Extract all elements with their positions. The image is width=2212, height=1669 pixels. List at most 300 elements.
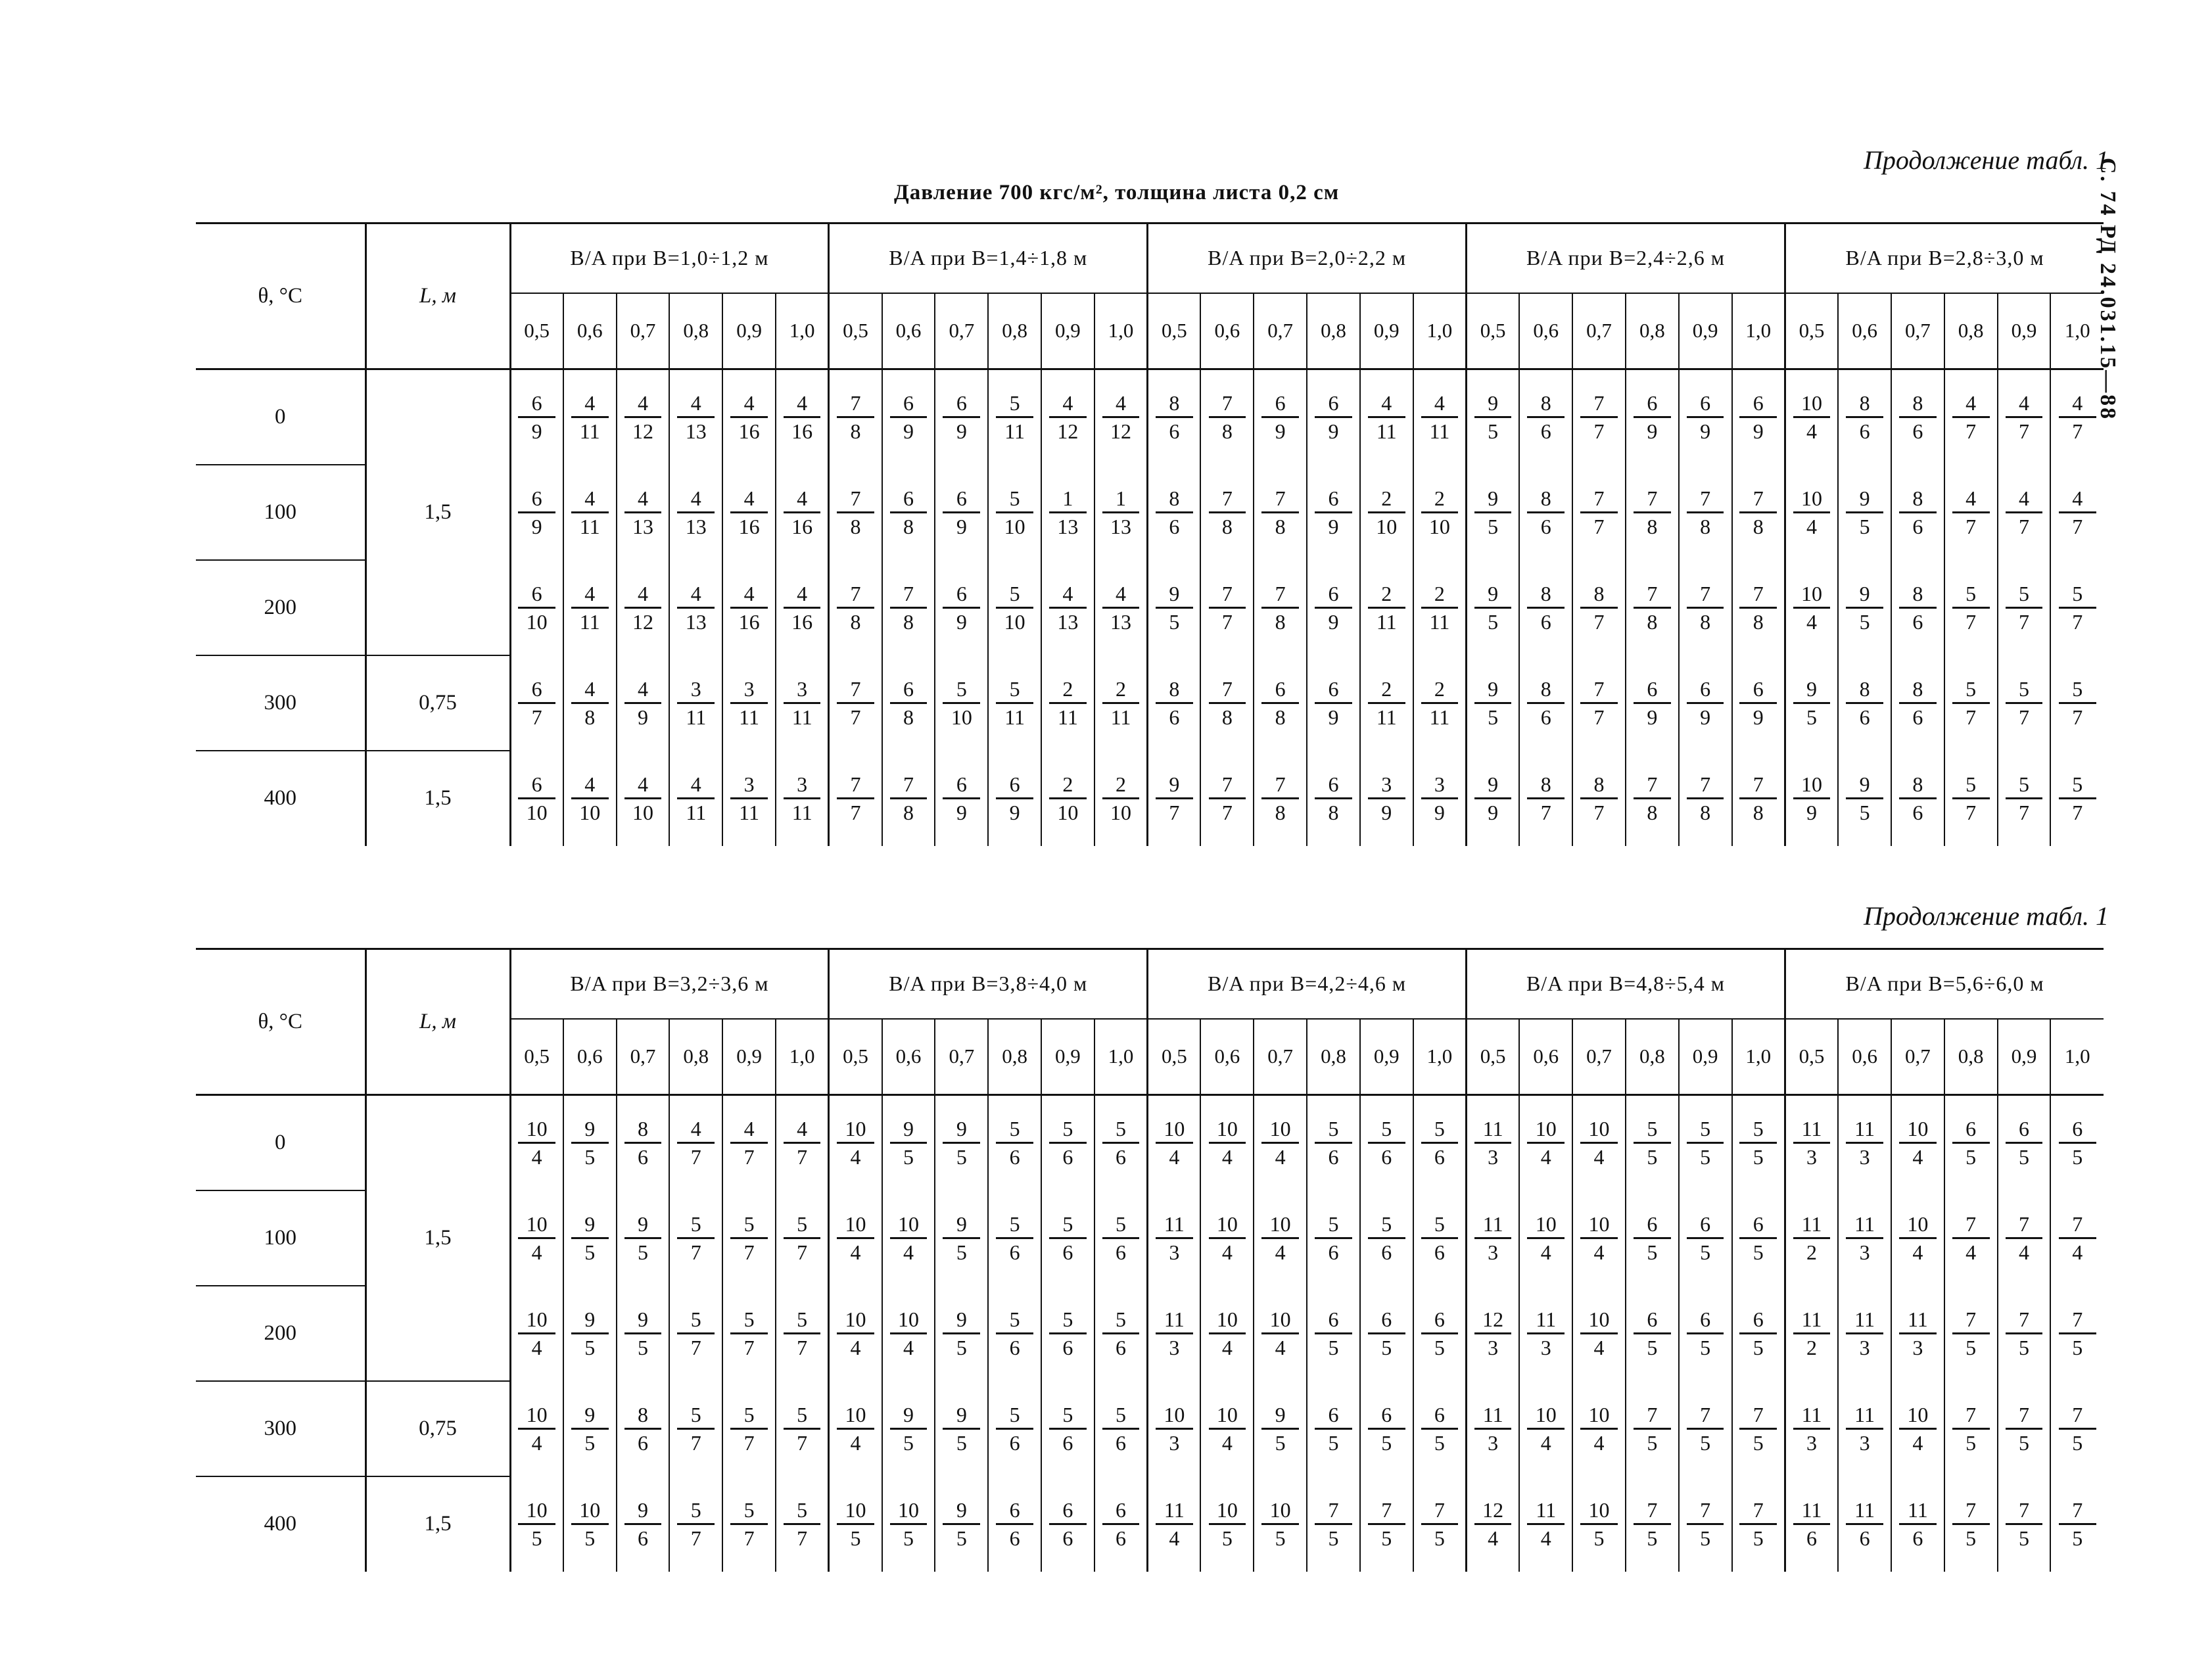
ratio-cell: $\frac{11}{6}$ [1891, 1476, 1944, 1572]
fraction-header: 0,8 [1944, 293, 1998, 369]
ratio-cell: $\frac{11}{3}$ [1785, 1381, 1838, 1476]
theta-cell: 400 [264, 1512, 296, 1536]
page-side-header: С. 74 РД 24.031.15—88 [2096, 158, 2120, 421]
group-header: B/A при B=1,4÷1,8 м [829, 223, 1148, 293]
fraction-header: 0,9 [1041, 1019, 1094, 1095]
ratio-cell: $\frac{4}{12}$ [1041, 369, 1094, 465]
ratio-cell: $\frac{5}{7}$ [1944, 560, 1998, 655]
ratio-cell: $\frac{5}{7}$ [669, 1476, 722, 1572]
ratio-cell: $\frac{5}{7}$ [669, 1286, 722, 1381]
ratio-cell: $\frac{5}{6}$ [1094, 1095, 1148, 1190]
group-header: B/A при B=1,0÷1,2 м [510, 223, 829, 293]
ratio-cell: $\frac{6}{9}$ [1307, 655, 1360, 751]
ratio-cell: $\frac{7}{5}$ [1626, 1476, 1679, 1572]
ratio-cell: $\frac{6}{8}$ [882, 655, 935, 751]
group-header: B/A при B=2,8÷3,0 м [1785, 223, 2104, 293]
fraction-header: 0,9 [1360, 293, 1413, 369]
ratio-cell: $\frac{5}{10}$ [988, 560, 1041, 655]
ratio-cell: $\frac{9}{5}$ [1254, 1381, 1307, 1476]
fraction-header: 0,5 [1785, 293, 1838, 369]
ratio-cell: $\frac{4}{9}$ [617, 655, 670, 751]
ratio-cell: $\frac{6}{9}$ [1254, 369, 1307, 465]
ratio-cell: $\frac{6}{9}$ [1626, 369, 1679, 465]
ratio-cell: $\frac{2}{10}$ [1360, 465, 1413, 560]
ratio-cell: $\frac{2}{10}$ [1094, 751, 1148, 846]
ratio-cell: $\frac{3}{9}$ [1360, 751, 1413, 846]
ratio-cell: $\frac{5}{11}$ [988, 369, 1041, 465]
fraction-header: 1,0 [1732, 293, 1785, 369]
ratio-cell: $\frac{8}{7}$ [1572, 560, 1626, 655]
ratio-cell: $\frac{7}{5}$ [1626, 1381, 1679, 1476]
ratio-cell: $\frac{11}{3}$ [1785, 1095, 1838, 1190]
ratio-cell: $\frac{10}{3}$ [1148, 1381, 1201, 1476]
ratio-cell: $\frac{8}{6}$ [1891, 369, 1944, 465]
ratio-cell: $\frac{9}{5}$ [1148, 560, 1201, 655]
ratio-cell: $\frac{8}{6}$ [1519, 655, 1572, 751]
group-header: B/A при B=4,2÷4,6 м [1148, 949, 1467, 1019]
ratio-cell: $\frac{5}{7}$ [2050, 560, 2104, 655]
table-row [196, 751, 2104, 846]
ratio-cell: $\frac{10}{4}$ [1785, 465, 1838, 560]
ratio-cell: $\frac{9}{5}$ [1467, 655, 1520, 751]
ratio-cell: $\frac{7}{7}$ [1200, 751, 1254, 846]
fraction-header: 1,0 [2050, 293, 2104, 369]
ratio-cell: $\frac{4}{13}$ [669, 369, 722, 465]
fraction-header: 1,0 [1413, 293, 1467, 369]
ratio-cell: $\frac{7}{5}$ [1998, 1286, 2051, 1381]
ratio-cell: $\frac{6}{8}$ [1254, 655, 1307, 751]
ratio-cell: $\frac{6}{9}$ [1307, 465, 1360, 560]
ratio-cell: $\frac{7}{5}$ [2050, 1286, 2104, 1381]
ratio-cell: $\frac{5}{6}$ [1094, 1190, 1148, 1286]
ratio-cell: $\frac{7}{8}$ [1732, 560, 1785, 655]
ratio-cell: $\frac{9}{5}$ [617, 1190, 670, 1286]
fraction-header: 0,6 [1519, 1019, 1572, 1095]
fraction-header: 0,9 [1041, 293, 1094, 369]
fraction-header: 1,0 [1413, 1019, 1467, 1095]
ratio-cell: $\frac{7}{8}$ [1732, 751, 1785, 846]
fraction-header: 0,9 [1360, 1019, 1413, 1095]
ratio-cell: $\frac{4}{11}$ [1360, 369, 1413, 465]
fraction-header: 0,8 [1626, 1019, 1679, 1095]
fraction-header: 0,7 [1254, 1019, 1307, 1095]
ratio-cell: $\frac{5}{7}$ [722, 1381, 776, 1476]
ratio-cell: $\frac{10}{4}$ [1891, 1190, 1944, 1286]
ratio-cell: $\frac{7}{7}$ [829, 655, 882, 751]
ratio-cell: $\frac{7}{8}$ [1200, 655, 1254, 751]
ratio-cell: $\frac{6}{9}$ [1679, 369, 1732, 465]
ratio-cell: $\frac{10}{4}$ [1519, 1095, 1572, 1190]
ratio-cell: $\frac{6}{9}$ [1732, 655, 1785, 751]
table-row [196, 655, 2104, 751]
ratio-cell: $\frac{10}{4}$ [882, 1190, 935, 1286]
theta-cell: 300 [196, 1381, 365, 1476]
ratio-cell: $\frac{6}{5}$ [1413, 1381, 1467, 1476]
ratio-cell: $\frac{11}{3}$ [1519, 1286, 1572, 1381]
ratio-cell: $\frac{10}{4}$ [1200, 1190, 1254, 1286]
data-table [196, 948, 2104, 1572]
ratio-cell: $\frac{1}{13}$ [1041, 465, 1094, 560]
group-header: B/A при B=2,0÷2,2 м [1148, 223, 1467, 293]
ratio-cell: $\frac{7}{8}$ [1679, 560, 1732, 655]
ratio-cell: $\frac{4}{11}$ [563, 369, 617, 465]
fraction-header: 0,7 [935, 1019, 988, 1095]
ratio-cell: $\frac{6}{5}$ [1998, 1095, 2051, 1190]
ratio-cell: $\frac{8}{6}$ [1519, 369, 1572, 465]
ratio-cell: $\frac{11}{3}$ [1467, 1095, 1520, 1190]
ratio-cell: $\frac{6}{9}$ [935, 369, 988, 465]
ratio-cell: $\frac{7}{5}$ [2050, 1381, 2104, 1476]
ratio-cell: $\frac{7}{8}$ [829, 369, 882, 465]
ratio-cell: $\frac{7}{8}$ [1200, 465, 1254, 560]
ratio-cell: $\frac{10}{4}$ [1254, 1190, 1307, 1286]
group-header: B/A при B=5,6÷6,0 м [1785, 949, 2104, 1019]
ratio-cell: $\frac{5}{7}$ [722, 1476, 776, 1572]
ratio-cell: $\frac{5}{6}$ [1307, 1095, 1360, 1190]
ratio-cell: $\frac{4}{11}$ [563, 560, 617, 655]
fraction-header: 1,0 [776, 293, 829, 369]
ratio-cell: $\frac{7}{4}$ [1998, 1190, 2051, 1286]
ratio-cell: $\frac{7}{5}$ [1998, 1381, 2051, 1476]
ratio-cell: $\frac{5}{6}$ [1360, 1190, 1413, 1286]
ratio-cell: $\frac{10}{4}$ [1200, 1095, 1254, 1190]
ratio-cell: $\frac{10}{4}$ [829, 1381, 882, 1476]
ratio-cell: $\frac{10}{5}$ [829, 1476, 882, 1572]
table-row [196, 369, 2104, 465]
length-cell: 0,75 [365, 655, 510, 751]
ratio-cell: $\frac{4}{16}$ [722, 560, 776, 655]
ratio-cell: $\frac{5}{7}$ [776, 1286, 829, 1381]
ratio-cell: $\frac{5}{7}$ [1944, 751, 1998, 846]
fraction-header: 0,7 [1572, 1019, 1626, 1095]
ratio-cell: $\frac{7}{8}$ [1732, 465, 1785, 560]
ratio-cell: $\frac{10}{4}$ [1519, 1381, 1572, 1476]
ratio-cell: $\frac{10}{5}$ [510, 1476, 563, 1572]
fraction-header: 0,9 [1998, 293, 2051, 369]
ratio-cell: $\frac{11}{2}$ [1785, 1286, 1838, 1381]
ratio-cell: $\frac{10}{4}$ [510, 1381, 563, 1476]
ratio-cell: $\frac{3}{9}$ [1413, 751, 1467, 846]
group-header: B/A при B=3,2÷3,6 м [510, 949, 829, 1019]
ratio-cell: $\frac{4}{10}$ [563, 751, 617, 846]
ratio-cell: $\frac{6}{10}$ [510, 560, 563, 655]
ratio-cell: $\frac{7}{8}$ [1626, 751, 1679, 846]
fraction-header: 0,9 [1679, 1019, 1732, 1095]
group-header: B/A при B=4,8÷5,4 м [1467, 949, 1785, 1019]
ratio-cell: $\frac{5}{6}$ [1041, 1190, 1094, 1286]
ratio-cell: $\frac{7}{8}$ [1200, 369, 1254, 465]
theta-cell: 100 [196, 1190, 365, 1286]
ratio-cell: $\frac{9}{5}$ [1838, 751, 1891, 846]
fraction-header: 0,6 [1519, 293, 1572, 369]
ratio-cell: $\frac{9}{6}$ [617, 1476, 670, 1572]
ratio-cell: $\frac{10}{4}$ [1572, 1190, 1626, 1286]
ratio-cell: $\frac{8}{6}$ [1891, 655, 1944, 751]
fraction-header: 0,5 [829, 293, 882, 369]
ratio-cell: $\frac{3}{11}$ [776, 751, 829, 846]
ratio-cell: $\frac{6}{6}$ [1041, 1476, 1094, 1572]
fraction-header: 0,7 [1891, 1019, 1944, 1095]
ratio-cell: $\frac{8}{7}$ [1572, 751, 1626, 846]
ratio-cell: $\frac{11}{3}$ [1838, 1286, 1891, 1381]
header-length: L, м [365, 949, 510, 1095]
ratio-cell: $\frac{10}{4}$ [1200, 1381, 1254, 1476]
ratio-cell: $\frac{8}{6}$ [1148, 369, 1201, 465]
ratio-cell: $\frac{3}{11}$ [776, 655, 829, 751]
ratio-cell: $\frac{7}{8}$ [1626, 560, 1679, 655]
fraction-header: 0,6 [882, 1019, 935, 1095]
ratio-cell: $\frac{8}{6}$ [1148, 465, 1201, 560]
ratio-cell: $\frac{5}{7}$ [2050, 751, 2104, 846]
ratio-cell: $\frac{10}{4}$ [829, 1286, 882, 1381]
ratio-cell: $\frac{6}{5}$ [1679, 1286, 1732, 1381]
ratio-cell: $\frac{4}{11}$ [563, 465, 617, 560]
ratio-cell: $\frac{7}{8}$ [1679, 465, 1732, 560]
ratio-cell: $\frac{10}{4}$ [1572, 1381, 1626, 1476]
table-row [196, 1095, 2104, 1190]
ratio-cell: $\frac{4}{16}$ [776, 465, 829, 560]
ratio-cell: $\frac{7}{8}$ [1626, 465, 1679, 560]
ratio-cell: $\frac{7}{5}$ [1944, 1381, 1998, 1476]
ratio-cell: $\frac{7}{5}$ [1732, 1381, 1785, 1476]
ratio-cell: $\frac{8}{6}$ [1519, 560, 1572, 655]
ratio-cell: $\frac{11}{6}$ [1785, 1476, 1838, 1572]
ratio-cell: $\frac{10}{4}$ [1572, 1095, 1626, 1190]
length-cell: 1,5 [365, 1476, 510, 1572]
ratio-cell: $\frac{10}{4}$ [1254, 1095, 1307, 1190]
ratio-cell: $\frac{7}{8}$ [1254, 560, 1307, 655]
ratio-cell: $\frac{10}{4}$ [829, 1190, 882, 1286]
ratio-cell: $\frac{5}{7}$ [669, 1381, 722, 1476]
ratio-cell: $\frac{7}{5}$ [1679, 1476, 1732, 1572]
fraction-header: 1,0 [2050, 1019, 2104, 1095]
ratio-cell: $\frac{5}{5}$ [1732, 1095, 1785, 1190]
ratio-cell: $\frac{9}{5}$ [563, 1381, 617, 1476]
length-cell: 1,5 [365, 1095, 510, 1381]
ratio-cell: $\frac{12}{3}$ [1467, 1286, 1520, 1381]
ratio-cell: $\frac{5}{6}$ [1413, 1190, 1467, 1286]
fraction-header: 0,5 [1148, 293, 1201, 369]
ratio-cell: $\frac{4}{7}$ [2050, 465, 2104, 560]
ratio-cell: $\frac{5}{10}$ [935, 655, 988, 751]
ratio-cell: $\frac{4}{13}$ [669, 560, 722, 655]
fraction-header: 0,7 [1254, 293, 1307, 369]
ratio-cell: $\frac{7}{8}$ [829, 560, 882, 655]
ratio-cell: $\frac{5}{6}$ [1307, 1190, 1360, 1286]
ratio-cell: $\frac{10}{5}$ [563, 1476, 617, 1572]
ratio-cell: $\frac{4}{16}$ [722, 369, 776, 465]
ratio-cell: $\frac{6}{8}$ [882, 465, 935, 560]
fraction-header: 0,7 [617, 1019, 670, 1095]
ratio-cell: $\frac{4}{7}$ [1998, 465, 2051, 560]
ratio-cell: $\frac{5}{7}$ [1998, 751, 2051, 846]
ratio-cell: $\frac{7}{7}$ [1572, 465, 1626, 560]
ratio-cell: $\frac{7}{5}$ [1944, 1476, 1998, 1572]
ratio-cell: $\frac{10}{4}$ [1785, 369, 1838, 465]
ratio-cell: $\frac{8}{6}$ [1891, 751, 1944, 846]
fraction-header: 0,8 [988, 293, 1041, 369]
ratio-cell: $\frac{5}{6}$ [988, 1190, 1041, 1286]
fraction-header: 0,7 [617, 293, 670, 369]
ratio-cell: $\frac{5}{6}$ [1041, 1381, 1094, 1476]
ratio-cell: $\frac{9}{5}$ [935, 1095, 988, 1190]
fraction-header: 0,7 [1572, 293, 1626, 369]
ratio-cell: $\frac{4}{13}$ [617, 465, 670, 560]
ratio-cell: $\frac{6}{9}$ [1679, 655, 1732, 751]
fraction-header: 1,0 [1732, 1019, 1785, 1095]
length-cell: 1,5 [365, 751, 510, 846]
ratio-cell: $\frac{9}{5}$ [935, 1476, 988, 1572]
ratio-cell: $\frac{4}{11}$ [669, 751, 722, 846]
ratio-cell: $\frac{9}{5}$ [882, 1381, 935, 1476]
fraction-header: 0,5 [1467, 293, 1520, 369]
fraction-header: 1,0 [776, 1019, 829, 1095]
theta-cell: 200 [196, 1286, 365, 1381]
ratio-cell: $\frac{7}{5}$ [1307, 1476, 1360, 1572]
ratio-cell: $\frac{5}{5}$ [1626, 1095, 1679, 1190]
ratio-cell: $\frac{9}{5}$ [1838, 560, 1891, 655]
ratio-cell: $\frac{7}{5}$ [1413, 1476, 1467, 1572]
ratio-cell: $\frac{9}{5}$ [935, 1381, 988, 1476]
ratio-cell: $\frac{7}{7}$ [1572, 369, 1626, 465]
fraction-header: 0,7 [935, 293, 988, 369]
ratio-cell: $\frac{8}{7}$ [1519, 751, 1572, 846]
ratio-cell: $\frac{4}{7}$ [2050, 369, 2104, 465]
ratio-cell: $\frac{6}{6}$ [1094, 1476, 1148, 1572]
ratio-cell: $\frac{9}{5}$ [935, 1190, 988, 1286]
ratio-cell: $\frac{5}{6}$ [1094, 1381, 1148, 1476]
data-table [196, 222, 2104, 846]
ratio-cell: $\frac{1}{13}$ [1094, 465, 1148, 560]
ratio-cell: $\frac{10}{4}$ [510, 1286, 563, 1381]
fraction-header: 0,5 [1467, 1019, 1520, 1095]
ratio-cell: $\frac{6}{9}$ [935, 560, 988, 655]
ratio-cell: $\frac{10}{5}$ [1572, 1476, 1626, 1572]
ratio-cell: $\frac{6}{9}$ [510, 465, 563, 560]
ratio-cell: $\frac{10}{5}$ [882, 1476, 935, 1572]
ratio-cell: $\frac{6}{9}$ [935, 751, 988, 846]
ratio-cell: $\frac{2}{10}$ [1413, 465, 1467, 560]
ratio-cell: $\frac{10}{4}$ [1891, 1095, 1944, 1190]
ratio-cell: $\frac{11}{3}$ [1891, 1286, 1944, 1381]
ratio-cell: $\frac{6}{5}$ [1307, 1286, 1360, 1381]
ratio-cell: $\frac{8}{6}$ [1519, 465, 1572, 560]
ratio-cell: $\frac{5}{7}$ [669, 1190, 722, 1286]
ratio-cell: $\frac{5}{6}$ [1413, 1095, 1467, 1190]
ratio-cell: $\frac{5}{6}$ [1360, 1095, 1413, 1190]
ratio-cell: $\frac{6}{5}$ [1679, 1190, 1732, 1286]
ratio-cell: $\frac{9}{5}$ [563, 1190, 617, 1286]
ratio-cell: $\frac{6}{5}$ [1360, 1381, 1413, 1476]
ratio-cell: $\frac{5}{6}$ [1041, 1286, 1094, 1381]
ratio-cell: $\frac{7}{5}$ [2050, 1476, 2104, 1572]
ratio-cell: $\frac{7}{5}$ [1360, 1476, 1413, 1572]
ratio-cell: $\frac{7}{7}$ [829, 751, 882, 846]
ratio-cell: $\frac{10}{4}$ [1519, 1190, 1572, 1286]
ratio-cell: $\frac{8}{6}$ [617, 1381, 670, 1476]
table-title: Давление 700 кгс/м², толщина листа 0,2 см [894, 181, 1340, 204]
ratio-cell: $\frac{11}{2}$ [1785, 1190, 1838, 1286]
ratio-cell: $\frac{6}{5}$ [1626, 1190, 1679, 1286]
ratio-cell: $\frac{10}{4}$ [1891, 1381, 1944, 1476]
ratio-cell: $\frac{7}{8}$ [1679, 751, 1732, 846]
ratio-cell: $\frac{11}{3}$ [1838, 1190, 1891, 1286]
ratio-cell: $\frac{4}{7}$ [1944, 465, 1998, 560]
ratio-cell: $\frac{7}{8}$ [882, 560, 935, 655]
ratio-cell: $\frac{6}{5}$ [1360, 1286, 1413, 1381]
ratio-cell: $\frac{4}{11}$ [1413, 369, 1467, 465]
ratio-cell: $\frac{5}{6}$ [1094, 1286, 1148, 1381]
ratio-cell: $\frac{7}{7}$ [1572, 655, 1626, 751]
fraction-header: 0,8 [1307, 1019, 1360, 1095]
ratio-cell: $\frac{4}{7}$ [1998, 369, 2051, 465]
ratio-cell: $\frac{7}{5}$ [1998, 1476, 2051, 1572]
fraction-header: 0,8 [1944, 1019, 1998, 1095]
ratio-cell: $\frac{7}{7}$ [1200, 560, 1254, 655]
fraction-header: 0,6 [1200, 293, 1254, 369]
ratio-cell: $\frac{4}{13}$ [1041, 560, 1094, 655]
ratio-cell: $\frac{5}{7}$ [1998, 560, 2051, 655]
header-theta: θ, °C [196, 949, 365, 1095]
fraction-header: 0,6 [1200, 1019, 1254, 1095]
ratio-cell: $\frac{6}{9}$ [510, 369, 563, 465]
ratio-cell: $\frac{2}{11}$ [1360, 560, 1413, 655]
theta-cell: 200 [196, 560, 365, 655]
ratio-cell: $\frac{2}{11}$ [1413, 560, 1467, 655]
ratio-cell: $\frac{10}{9}$ [1785, 751, 1838, 846]
ratio-cell: $\frac{9}{5}$ [617, 1286, 670, 1381]
fraction-header: 0,5 [1785, 1019, 1838, 1095]
ratio-cell: $\frac{6}{5}$ [1413, 1286, 1467, 1381]
ratio-cell: $\frac{5}{7}$ [1944, 655, 1998, 751]
ratio-cell: $\frac{3}{11}$ [722, 655, 776, 751]
ratio-cell: $\frac{10}{4}$ [510, 1095, 563, 1190]
ratio-cell: $\frac{9}{5}$ [1467, 369, 1520, 465]
ratio-cell: $\frac{11}{3}$ [1467, 1381, 1520, 1476]
ratio-cell: $\frac{5}{7}$ [776, 1190, 829, 1286]
ratio-cell: $\frac{8}{6}$ [1838, 655, 1891, 751]
fraction-header: 0,6 [563, 293, 617, 369]
ratio-cell: $\frac{9}{9}$ [1467, 751, 1520, 846]
ratio-cell: $\frac{6}{8}$ [1307, 751, 1360, 846]
ratio-cell: $\frac{5}{6}$ [988, 1381, 1041, 1476]
fraction-header: 0,7 [1891, 293, 1944, 369]
ratio-cell: $\frac{8}{6}$ [1148, 655, 1201, 751]
ratio-cell: $\frac{6}{7}$ [510, 655, 563, 751]
ratio-cell: $\frac{3}{11}$ [669, 655, 722, 751]
theta-cell: 100 [196, 465, 365, 560]
fraction-header: 1,0 [1094, 293, 1148, 369]
ratio-cell: $\frac{5}{7}$ [722, 1286, 776, 1381]
fraction-header: 0,5 [829, 1019, 882, 1095]
fraction-header: 0,8 [1307, 293, 1360, 369]
ratio-cell: $\frac{6}{9}$ [935, 465, 988, 560]
ratio-cell: $\frac{11}{4}$ [1148, 1476, 1201, 1572]
fraction-header: 0,8 [1626, 293, 1679, 369]
ratio-cell: $\frac{6}{5}$ [2050, 1095, 2104, 1190]
ratio-cell: $\frac{8}{6}$ [1891, 465, 1944, 560]
ratio-cell: $\frac{4}{16}$ [722, 465, 776, 560]
ratio-cell: $\frac{5}{10}$ [988, 465, 1041, 560]
fraction-header: 0,6 [563, 1019, 617, 1095]
length-cell: 1,5 [365, 369, 510, 655]
ratio-cell: $\frac{6}{5}$ [1732, 1286, 1785, 1381]
ratio-cell: $\frac{7}{8}$ [1254, 751, 1307, 846]
ratio-cell: $\frac{7}{8}$ [882, 751, 935, 846]
ratio-cell: $\frac{5}{6}$ [1041, 1095, 1094, 1190]
ratio-cell: $\frac{4}{7}$ [776, 1095, 829, 1190]
ratio-cell: $\frac{2}{11}$ [1094, 655, 1148, 751]
